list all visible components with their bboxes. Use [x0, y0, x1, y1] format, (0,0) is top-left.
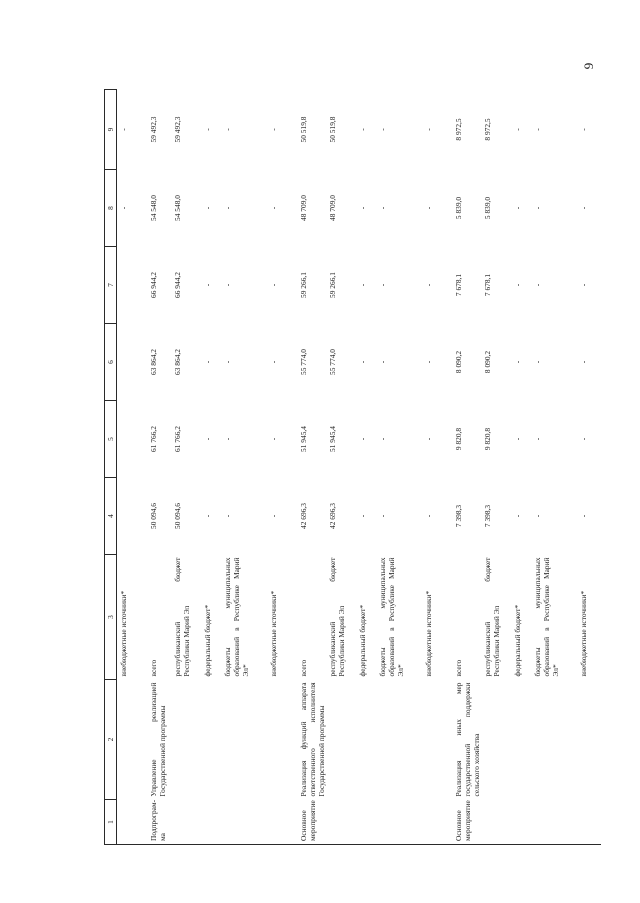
row-type-cell — [221, 800, 267, 845]
header-cell: 4 — [105, 478, 117, 555]
row-type-cell — [376, 800, 422, 845]
value-cell: - — [533, 514, 543, 518]
header-cell: 6 — [105, 324, 117, 401]
value-cell: 48 709,0 — [299, 195, 308, 221]
header-cell: 8 — [105, 170, 117, 247]
row-name-cell — [356, 680, 376, 800]
value-cell: - — [223, 437, 232, 441]
value-cell: - — [119, 128, 128, 131]
value-cell: 63 864,2 — [149, 349, 158, 375]
table-row — [511, 90, 531, 845]
header-cell: 5 — [105, 401, 117, 478]
source-cell: республиканский бюджет Республики Марий Эл — [328, 557, 347, 677]
value-cell: - — [119, 206, 128, 210]
value-cell: - — [579, 360, 589, 364]
value-cell: 61 766,2 — [149, 426, 158, 452]
table-row — [171, 90, 201, 845]
source-cell: бюджеты муниципальных образований в Республике Марий Эл* — [378, 557, 406, 677]
header-cell: 3 — [105, 555, 117, 680]
value-cell: - — [424, 437, 434, 441]
value-cell: - — [533, 283, 543, 287]
row-name-cell: Реализация функций аппарата ответственного исполнителя Государственной программы — [299, 682, 327, 797]
table-row — [422, 90, 446, 845]
row-type-cell — [577, 800, 601, 845]
value-cell: - — [513, 360, 523, 364]
header-cell: 7 — [105, 247, 117, 324]
source-cell: бюджеты муниципальных образований в Республике Марий Эл* — [223, 557, 251, 677]
value-cell: 51 945,4 — [299, 426, 308, 452]
row-name-cell — [422, 680, 446, 800]
value-cell: - — [223, 360, 232, 364]
table-row — [531, 90, 577, 845]
row-type-cell — [326, 800, 356, 845]
value-cell: 9 820,8 — [483, 427, 493, 451]
value-cell: - — [378, 437, 388, 441]
value-cell: - — [513, 206, 523, 210]
value-cell: 8 090,2 — [483, 350, 493, 374]
table-row — [356, 90, 376, 845]
financing-table — [104, 89, 601, 845]
value-cell: - — [579, 283, 589, 287]
value-cell: 8 972,5 — [454, 118, 464, 141]
value-cell: - — [269, 128, 278, 131]
value-cell: - — [424, 360, 434, 364]
value-cell: - — [424, 128, 434, 131]
table-row — [481, 90, 511, 845]
row-type-cell — [171, 800, 201, 845]
value-cell: - — [269, 283, 278, 287]
value-cell: 5 839,0 — [454, 196, 464, 220]
value-cell: 59 492,3 — [149, 116, 158, 143]
value-cell: - — [223, 128, 232, 131]
page-number: 9 — [581, 62, 596, 70]
source-cell: республиканский бюджет Республики Марий Эл — [173, 557, 192, 677]
value-cell: - — [203, 283, 212, 287]
row-name-cell: Реализация иных мер государственной поддержки сельского хозяйства — [454, 682, 482, 797]
value-cell: - — [203, 437, 212, 441]
value-cell: 50 519,8 — [328, 116, 338, 143]
table-row — [446, 90, 481, 845]
value-cell: - — [269, 437, 278, 441]
value-cell: 61 766,2 — [173, 426, 182, 452]
value-cell: - — [579, 206, 589, 210]
value-cell: 59 266,1 — [299, 272, 308, 298]
value-cell: 59 266,1 — [328, 272, 338, 298]
value-cell: - — [579, 437, 589, 441]
value-cell: 7 398,3 — [454, 504, 464, 528]
value-cell: - — [358, 514, 368, 518]
value-cell: - — [424, 514, 434, 518]
source-cell: внебюджетные источники* — [424, 590, 434, 677]
value-cell: - — [203, 128, 212, 131]
value-cell: - — [358, 206, 368, 210]
value-cell: 54 548,0 — [173, 195, 182, 221]
value-cell: - — [533, 206, 543, 210]
value-cell: - — [378, 128, 388, 131]
value-cell: - — [358, 283, 368, 287]
table-row — [201, 90, 221, 845]
value-cell: 63 864,2 — [173, 349, 182, 375]
source-cell: всего — [299, 659, 308, 677]
row-type-cell — [356, 800, 376, 845]
row-name-cell — [267, 680, 291, 800]
value-cell: - — [203, 360, 212, 364]
value-cell: 7 398,3 — [483, 504, 493, 528]
value-cell: - — [424, 283, 434, 287]
row-name-cell — [326, 680, 356, 800]
value-cell: 42 696,3 — [328, 503, 338, 529]
row-name-cell — [577, 680, 601, 800]
row-type-cell — [201, 800, 221, 845]
value-cell: - — [269, 360, 278, 364]
table-row — [577, 90, 601, 845]
source-cell: федеральный бюджет* — [358, 604, 368, 677]
value-cell: - — [533, 128, 543, 131]
row-type-cell: Подпрограм-ма — [141, 800, 171, 845]
value-cell: - — [223, 206, 232, 210]
value-cell: 8 972,5 — [483, 118, 493, 141]
value-cell: - — [513, 514, 523, 518]
table-row — [141, 90, 171, 845]
row-type-cell: Основное мероприятие — [446, 800, 481, 845]
row-name-cell — [171, 680, 201, 800]
table-row — [376, 90, 422, 845]
value-cell — [117, 247, 142, 324]
value-cell: 50 094,6 — [149, 503, 158, 529]
value-cell: - — [269, 206, 278, 210]
value-cell: - — [579, 128, 589, 131]
value-cell: 7 678,1 — [483, 273, 493, 297]
value-cell: - — [513, 437, 523, 441]
table-row — [221, 90, 267, 845]
row-name-cell — [201, 680, 221, 800]
value-cell: - — [223, 283, 232, 287]
row-type-cell — [531, 800, 577, 845]
value-cell: 55 774,0 — [299, 349, 308, 375]
value-cell: - — [269, 514, 278, 518]
value-cell — [117, 324, 142, 401]
source-cell: республиканский бюджет Республики Марий Эл — [483, 557, 502, 677]
value-cell: - — [378, 360, 388, 364]
source-cell: внебюджетные источники* — [119, 590, 128, 677]
row-type-cell: Основное мероприятие — [291, 800, 326, 845]
source-cell: внебюджетные источники* — [269, 590, 278, 677]
value-cell: - — [513, 128, 523, 131]
value-cell: - — [358, 437, 368, 441]
value-cell: - — [378, 206, 388, 210]
value-cell: - — [358, 128, 368, 131]
value-cell: - — [533, 437, 543, 441]
value-cell: - — [378, 514, 388, 518]
header-row — [105, 90, 117, 845]
value-cell — [117, 478, 142, 555]
value-cell: 59 492,3 — [173, 116, 182, 143]
value-cell: - — [579, 514, 589, 518]
row-name-cell — [221, 680, 267, 800]
value-cell: - — [513, 283, 523, 287]
value-cell: - — [203, 514, 212, 518]
value-cell: - — [203, 206, 212, 210]
value-cell: 5 839,0 — [483, 196, 493, 220]
table-row — [117, 90, 142, 845]
source-cell: всего — [454, 659, 464, 677]
value-cell: 55 774,0 — [328, 349, 338, 375]
value-cell — [117, 401, 142, 478]
value-cell: - — [533, 360, 543, 364]
source-cell: федеральный бюджет* — [513, 604, 523, 677]
rotated-table-container — [104, 90, 609, 845]
row-name-cell — [531, 680, 577, 800]
value-cell: 50 094,6 — [173, 503, 182, 529]
value-cell: 51 945,4 — [328, 426, 338, 452]
row-name-cell — [481, 680, 511, 800]
table-row — [267, 90, 291, 845]
value-cell: 66 944,2 — [149, 272, 158, 298]
value-cell: 48 709,0 — [328, 195, 338, 221]
value-cell: 8 090,2 — [454, 350, 464, 374]
row-type-cell — [422, 800, 446, 845]
table-body — [117, 90, 602, 845]
row-type-cell — [511, 800, 531, 845]
value-cell: 54 548,0 — [149, 195, 158, 221]
header-cell: 2 — [105, 680, 117, 800]
source-cell: внебюджетные источники* — [579, 590, 589, 677]
value-cell: - — [358, 360, 368, 364]
row-type-cell — [481, 800, 511, 845]
value-cell: 9 820,8 — [454, 427, 464, 451]
header-cell: 1 — [105, 800, 117, 845]
value-cell: 42 696,3 — [299, 503, 308, 529]
value-cell: - — [223, 514, 232, 518]
value-cell: 7 678,1 — [454, 273, 464, 297]
value-cell: - — [424, 206, 434, 210]
table-row — [291, 90, 326, 845]
table-row — [326, 90, 356, 845]
source-cell: всего — [149, 659, 158, 677]
source-cell: федеральный бюджет* — [203, 604, 212, 677]
value-cell: - — [378, 283, 388, 287]
source-cell: бюджеты муниципальных образований в Республике Марий Эл* — [533, 557, 561, 677]
row-name-cell — [511, 680, 531, 800]
value-cell: 66 944,2 — [173, 272, 182, 298]
value-cell: 50 519,8 — [299, 116, 308, 143]
row-name-cell: Управление реализацией Государственной программы — [149, 682, 168, 797]
row-name-cell — [376, 680, 422, 800]
header-cell: 9 — [105, 90, 117, 170]
row-type-cell — [267, 800, 291, 845]
